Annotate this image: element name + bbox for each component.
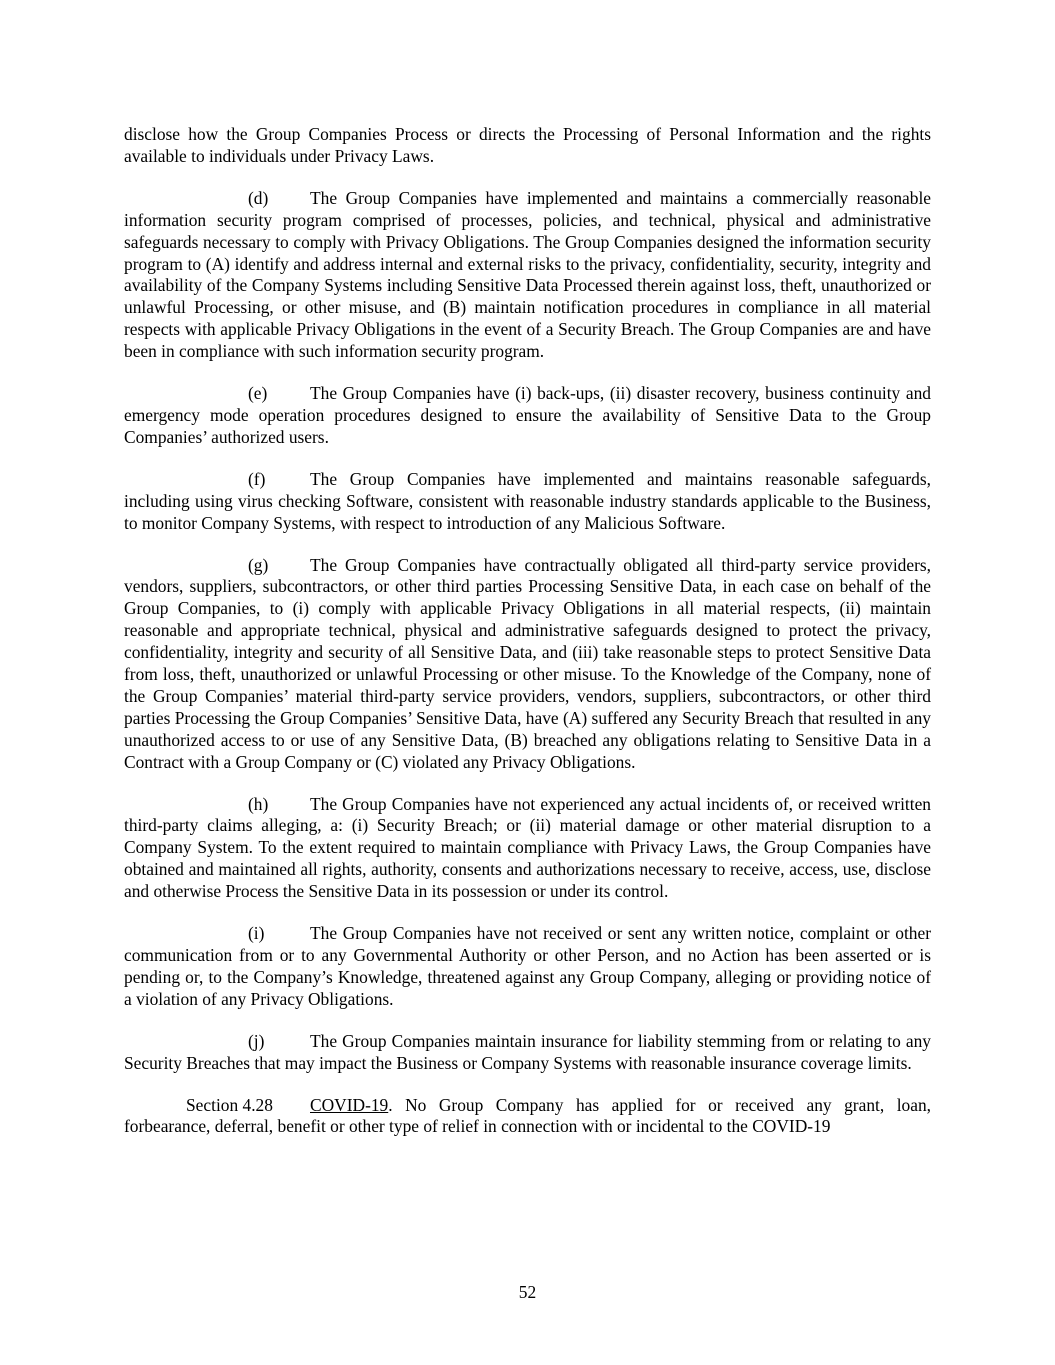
paragraph-text: The Group Companies have implemented and maintains reasonable safeguards, including using virus checking Software, consistent with reasonable industry standards applicable to the Business, to monitor Company Systems, with respect to introduction of any Malicious Software. [124,468,931,533]
paragraph-f [124,469,931,535]
paragraph-marker: (d) [248,187,269,208]
paragraph-continuation [124,124,931,168]
paragraph-marker: (f) [248,468,266,489]
paragraph-marker: (g) [248,554,269,575]
paragraph-text: The Group Companies maintain insurance for liability stemming from or relating to any Security Breaches that may impact the Business or Company Systems with reasonable insurance coverage limits. [124,1030,931,1073]
paragraph-marker: (h) [248,793,269,814]
paragraph-text: disclose how the Group Companies Process or directs the Processing of Personal Information and the rights available to individuals under Privacy Laws. [124,124,931,166]
paragraph-text: The Group Companies have contractually obligated all third-party service providers, vendors, suppliers, subcontractors, or other third parties Processing Sensitive Data, in each case on behalf of the Group Companies, to (i) comply with applicable Privacy Obligations in all material respects, (ii) maintain reasonable and appropriate technical, physical and administrative safeguards designed to protect the privacy, confidentiality, integrity and security of all Sensitive Data, and (iii) take reasonable steps to protect Sensitive Data from loss, theft, unauthorized or unlawful Processing or other misuse. To the Knowledge of the Company, none of the Group Companies’ material third-party service providers, vendors, suppliers, subcontractors, or other third parties Processing the Group Companies’ Sensitive Data, have (A) suffered any Security Breach that resulted in any unauthorized access to or use of any Sensitive Data, (B) breached any obligations relating to Sensitive Data in a Contract with a Group Company or (C) violated any Privacy Obligations. [124,554,931,772]
section-text: . No Group Company has applied for or received any grant, loan, forbearance, deferral, benefit or other type of relief in connection with or incidental to the COVID-19 [124,1094,931,1137]
paragraph-text: The Group Companies have not experienced any actual incidents of, or received written third-party claims alleging, a: (i) Security Breach; or (ii) material damage or other material disruption to a Company System. To the extent required to maintain compliance with Privacy Laws, the Group Companies have obtained and maintained all rights, authority, consents and authorizations necessary to receive, access, use, disclose and otherwise Process the Sensitive Data in its possession or under its control. [124,793,931,902]
page-number: 52 [518,1282,537,1302]
paragraph-e [124,383,931,449]
paragraph-i [124,923,931,1011]
paragraph-text: The Group Companies have implemented and maintains a commercially reasonable information security program comprised of processes, policies, and technical, physical and administrative safeguards necessary to comply with Privacy Obligations. The Group Companies designed the information security program to (A) identify and address internal and external risks to the privacy, confidentiality, security, integrity and availability of the Company Systems including Sensitive Data Processed therein against loss, theft, unauthorized or unlawful Processing, or other misuse, and (B) maintain notification procedures in compliance in all material respects with applicable Privacy Obligations in the event of a Security Breach. The Group Companies are and have been in compliance with such information security program. [124,187,931,362]
section-4-28 [124,1095,931,1139]
section-number: Section 4.28 [186,1094,273,1115]
paragraph-text: The Group Companies have (i) back-ups, (ii) disaster recovery, business continuity and emergency mode operation procedures designed to ensure the availability of Sensitive Data to the Group Companies’ authorized users. [124,383,931,447]
paragraph-marker: (j) [248,1030,265,1051]
paragraph-d [124,188,931,363]
paragraph-g [124,555,931,774]
paragraph-h [124,794,931,904]
paragraph-j [124,1031,931,1075]
section-heading: COVID-19 [310,1094,389,1115]
document-page [124,124,931,1158]
paragraph-marker: (i) [248,923,265,944]
paragraph-text: The Group Companies have not received or sent any written notice, complaint or other communication from or to any Governmental Authority or other Person, and no Action has been asserted or is pending or, to the Company’s Knowledge, threatened against any Group Company, alleging or providing notice of a violation of any Privacy Obligations. [124,923,931,1009]
paragraph-marker: (e) [248,383,268,404]
